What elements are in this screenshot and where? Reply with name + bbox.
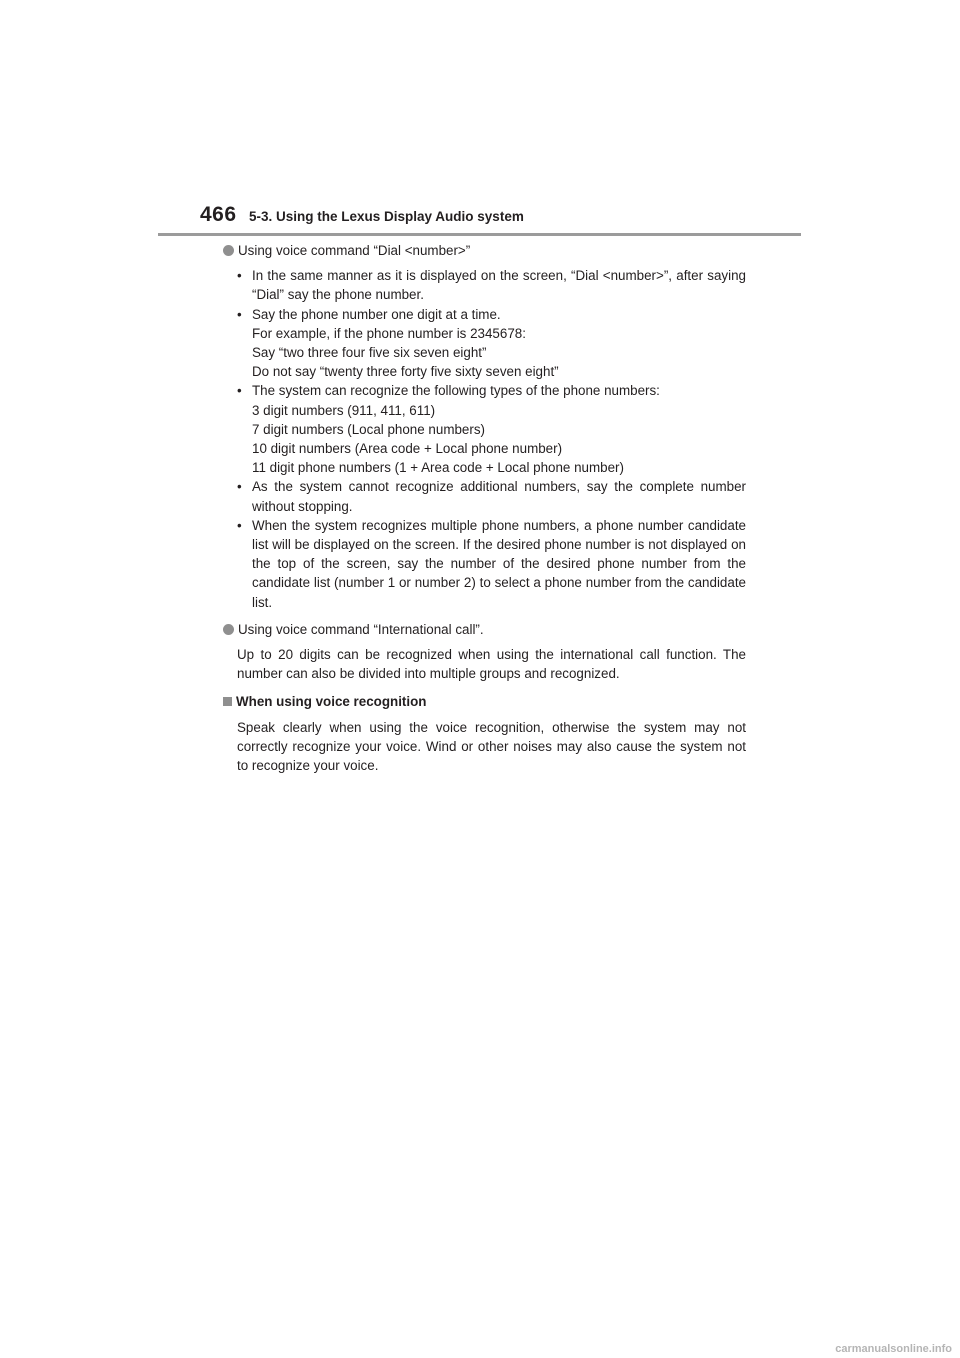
list-item-text: Say the phone number one digit at a time. — [252, 306, 501, 322]
list-item — [237, 516, 746, 612]
list-item — [237, 381, 746, 477]
bullet-dot-icon: • — [237, 517, 242, 533]
page-content — [222, 241, 746, 775]
list-item-text: 7 digit numbers (Local phone numbers) — [252, 421, 485, 437]
circle-bullet-icon — [223, 624, 234, 635]
list-item — [237, 305, 746, 382]
dial-heading-text: Using voice command “Dial <number>” — [238, 243, 471, 258]
list-item-text: Say “two three four five six seven eight” — [252, 345, 487, 361]
voice-recognition-heading-text: When using voice recognition — [236, 694, 427, 710]
bullet-dot-icon: • — [237, 268, 242, 284]
circle-bullet-icon — [223, 245, 234, 256]
header-divider — [158, 233, 801, 236]
international-heading — [222, 620, 746, 639]
list-item — [237, 477, 746, 515]
list-item-text: When the system recognizes multiple phone numbers, a phone number candidate list will be displayed on the screen. If the desired phone number is not displayed on the top of the screen, say the number of the desired phone number from the candidate list (number 1 or number 2) to select a phone number from the candidate list. — [252, 517, 746, 610]
list-item — [237, 266, 746, 304]
dial-heading — [222, 241, 746, 260]
square-bullet-icon — [223, 697, 232, 706]
dial-subitems — [237, 266, 746, 612]
list-item-text: 11 digit phone numbers (1 + Area code + Local phone number) — [252, 460, 624, 476]
list-item-text: Do not say “twenty three forty five sixty seven eight” — [252, 364, 559, 380]
list-item-text: 3 digit numbers (911, 411, 611) — [252, 402, 436, 418]
voice-recognition-heading — [222, 692, 746, 711]
international-body: Up to 20 digits can be recognized when using the international call function. The number can also be divided into multiple groups and recognized. — [237, 647, 746, 682]
list-item-text: In the same manner as it is displayed on the screen, “Dial <number>”, after saying “Dial” say the phone number. — [252, 268, 746, 303]
watermark-text: carmanualsonline.info — [835, 1343, 952, 1355]
voice-recognition-body: Speak clearly when using the voice recognition, otherwise the system may not correctly recognize your voice. Wind or other noises may also cause the system not to recognize your voice. — [237, 719, 746, 774]
list-item-text: The system can recognize the following types of the phone numbers: — [252, 383, 660, 399]
bullet-dot-icon: • — [237, 306, 242, 322]
list-item-text: As the system cannot recognize additional numbers, say the complete number without stopping. — [252, 479, 746, 514]
bullet-dot-icon: • — [237, 383, 242, 399]
section-title: 5-3. Using the Lexus Display Audio system — [249, 209, 524, 224]
international-heading-text: Using voice command “International call”. — [238, 621, 484, 637]
bullet-dot-icon: • — [237, 479, 242, 495]
page-number: 466 — [200, 203, 237, 226]
list-item-text: 10 digit numbers (Area code + Local phone number) — [252, 441, 563, 457]
list-item-text: For example, if the phone number is 2345678: — [252, 325, 526, 341]
